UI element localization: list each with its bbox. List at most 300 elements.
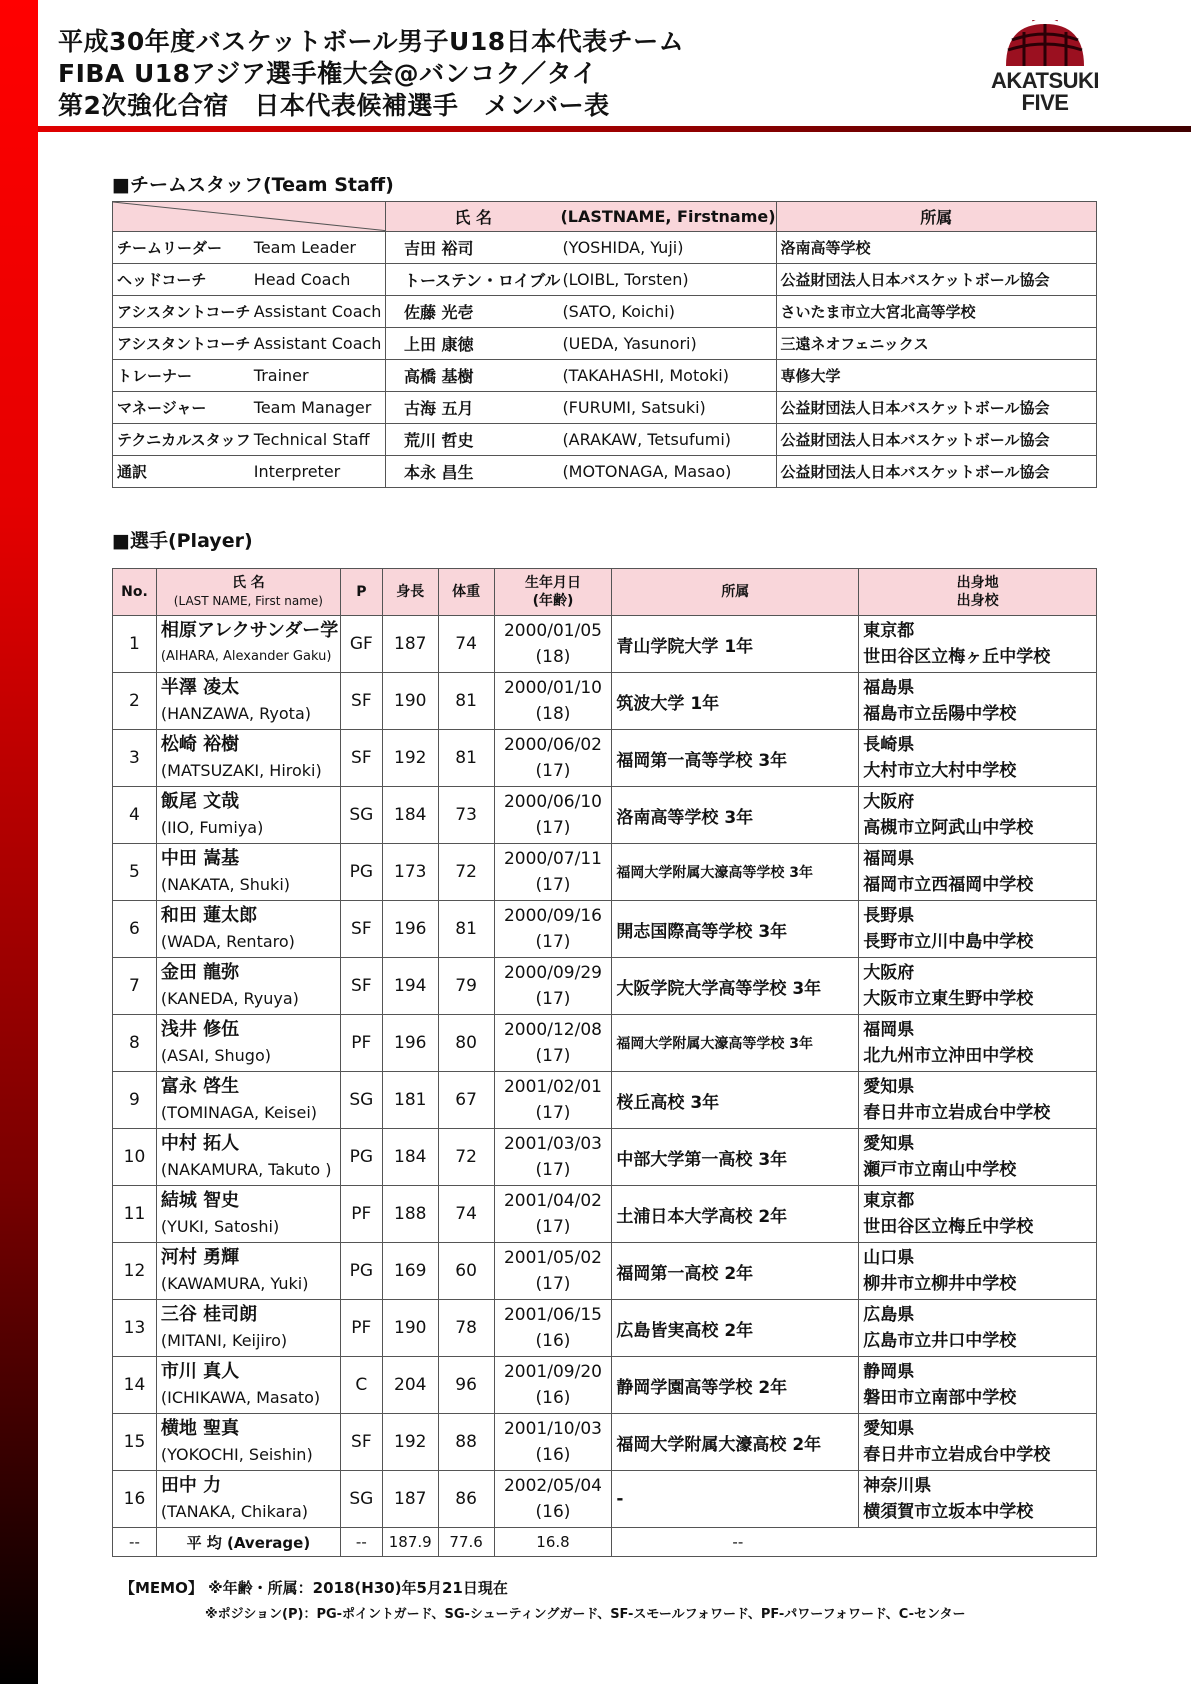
- staff-name-jp: 高橋 基樹: [385, 360, 560, 392]
- player-pos: SG: [340, 787, 382, 844]
- player-name: [156, 1243, 340, 1300]
- player-no: 10: [113, 1129, 157, 1186]
- header-height: 身長: [382, 569, 438, 616]
- player-age: (17): [535, 989, 571, 1009]
- staff-header-name-en: (LASTNAME, Firstname): [560, 202, 776, 232]
- player-affiliation: 福岡大学附属大濠高等学校 3年: [612, 844, 859, 901]
- player-age: (16): [535, 1502, 571, 1522]
- player-weight: 72: [438, 1129, 494, 1186]
- player-hometown: [859, 1414, 1097, 1471]
- staff-row: [113, 456, 1097, 488]
- average-age: 16.8: [494, 1528, 612, 1557]
- player-dob: [494, 1357, 612, 1414]
- staff-role-jp: テクニカルスタッフ: [113, 424, 252, 456]
- player-affiliation: 青山学院大学 1年: [612, 616, 859, 673]
- staff-row: [113, 232, 1097, 264]
- average-label: 平 均 (Average): [156, 1528, 340, 1557]
- player-dob: [494, 1129, 612, 1186]
- player-hometown: [859, 1357, 1097, 1414]
- header-hometown-label: 出身地: [956, 575, 999, 591]
- player-dob-date: 2001/05/02: [503, 1248, 602, 1268]
- player-name: [156, 958, 340, 1015]
- staff-name-en: (FURUMI, Satsuki): [560, 392, 776, 424]
- player-school: 長野市立川中島中学校: [863, 932, 1034, 952]
- player-no: 15: [113, 1414, 157, 1471]
- diagonal-line: [113, 202, 385, 231]
- player-dob-date: 2000/01/10: [503, 678, 602, 698]
- player-pos: SG: [340, 1072, 382, 1129]
- staff-role-en: Assistant Coach: [252, 296, 386, 328]
- staff-header-corner: [113, 202, 386, 232]
- player-school: 高槻市立阿武山中学校: [863, 818, 1034, 838]
- header-name: [156, 569, 340, 616]
- player-pos: PG: [340, 844, 382, 901]
- player-name-jp: 中田 嵩基: [160, 848, 240, 869]
- header-dob-label: 生年月日: [524, 575, 581, 591]
- player-affiliation: 洛南高等学校 3年: [612, 787, 859, 844]
- player-affiliation: 土浦日本大学高校 2年: [612, 1186, 859, 1243]
- staff-name-jp: 吉田 裕司: [385, 232, 560, 264]
- player-weight: 72: [438, 844, 494, 901]
- player-name-en: (TANAKA, Chikara): [160, 1502, 309, 1521]
- player-name: [156, 787, 340, 844]
- player-name-jp: 中村 拓人: [160, 1133, 240, 1154]
- player-age: (17): [535, 1274, 571, 1294]
- player-height: 184: [382, 1129, 438, 1186]
- staff-name-jp: トーステン・ロイブル: [385, 264, 560, 296]
- player-name-en: (YUKI, Satoshi): [160, 1217, 280, 1236]
- player-school: 世田谷区立梅ヶ丘中学校: [863, 647, 1051, 667]
- player-name-en: (TOMINAGA, Keisei): [160, 1103, 318, 1122]
- player-table: [112, 568, 1097, 1557]
- header-weight: 体重: [438, 569, 494, 616]
- player-pos: SF: [340, 901, 382, 958]
- header-dob: [494, 569, 612, 616]
- player-name: [156, 901, 340, 958]
- player-school: 磐田市立南部中学校: [863, 1388, 1017, 1408]
- player-age: (17): [535, 818, 571, 838]
- player-dob: [494, 787, 612, 844]
- player-weight: 78: [438, 1300, 494, 1357]
- player-name-en: (KANEDA, Ryuya): [160, 989, 299, 1008]
- player-row: [113, 1471, 1097, 1528]
- player-name-jp: 飯尾 文哉: [160, 791, 240, 812]
- player-name-en: (NAKATA, Shuki): [160, 875, 290, 894]
- staff-affiliation: 公益財団法人日本バスケットボール協会: [776, 392, 1096, 424]
- player-name-jp: 富永 啓生: [160, 1076, 240, 1097]
- logo-text-line1: AKATSUKI: [990, 68, 1100, 93]
- player-weight: 81: [438, 901, 494, 958]
- player-no: 8: [113, 1015, 157, 1072]
- player-height: 187: [382, 1471, 438, 1528]
- player-dob: [494, 730, 612, 787]
- player-age: (17): [535, 1160, 571, 1180]
- staff-affiliation: 公益財団法人日本バスケットボール協会: [776, 424, 1096, 456]
- player-no: 12: [113, 1243, 157, 1300]
- player-hometown: [859, 958, 1097, 1015]
- player-name-en: (ASAI, Shugo): [160, 1046, 271, 1065]
- player-hometown: [859, 1300, 1097, 1357]
- player-pref: 長野県: [863, 906, 915, 926]
- title-line-1: 平成30年度バスケットボール男子U18日本代表チーム: [58, 27, 685, 56]
- player-no: 11: [113, 1186, 157, 1243]
- player-affiliation: 中部大学第一高校 3年: [612, 1129, 859, 1186]
- player-dob: [494, 1471, 612, 1528]
- document-title: [58, 26, 684, 122]
- player-name-en: (WADA, Rentaro): [160, 932, 295, 951]
- staff-role-en: Assistant Coach: [252, 328, 386, 360]
- staff-name-jp: 古海 五月: [385, 392, 560, 424]
- player-name: [156, 1471, 340, 1528]
- player-row: [113, 1129, 1097, 1186]
- player-name-en: (ICHIKAWA, Masato): [160, 1388, 321, 1407]
- player-name-jp: 結城 智史: [160, 1190, 240, 1211]
- staff-name-en: (TAKAHASHI, Motoki): [560, 360, 776, 392]
- staff-role-en: Interpreter: [252, 456, 386, 488]
- player-dob: [494, 958, 612, 1015]
- player-pref: 神奈川県: [863, 1476, 932, 1496]
- player-dob: [494, 901, 612, 958]
- player-pref: 大阪府: [863, 792, 915, 812]
- player-height: 190: [382, 1300, 438, 1357]
- player-age: (16): [535, 1331, 571, 1351]
- staff-table: [112, 201, 1097, 488]
- player-pref: 東京都: [863, 1191, 915, 1211]
- player-no: 9: [113, 1072, 157, 1129]
- player-no: 2: [113, 673, 157, 730]
- player-name-jp: 和田 蓮太郎: [160, 905, 258, 926]
- staff-role-en: Technical Staff: [252, 424, 386, 456]
- player-pref: 愛知県: [863, 1134, 915, 1154]
- player-school: 春日井市立岩成台中学校: [863, 1103, 1051, 1123]
- player-affiliation: 筑波大学 1年: [612, 673, 859, 730]
- player-weight: 88: [438, 1414, 494, 1471]
- player-age: (17): [535, 761, 571, 781]
- player-pref: 広島県: [863, 1305, 915, 1325]
- player-row: [113, 958, 1097, 1015]
- player-dob: [494, 1186, 612, 1243]
- player-dob-date: 2000/06/02: [503, 735, 602, 755]
- player-school: 瀬戸市立南山中学校: [863, 1160, 1017, 1180]
- average-row: [113, 1528, 1097, 1557]
- player-dob: [494, 1300, 612, 1357]
- player-affiliation: 福岡大学附属大濠高等学校 3年: [612, 1015, 859, 1072]
- player-name: [156, 673, 340, 730]
- player-name-jp: 松崎 裕樹: [160, 734, 240, 755]
- player-name: [156, 1414, 340, 1471]
- player-no: 14: [113, 1357, 157, 1414]
- staff-name-jp: 荒川 哲史: [385, 424, 560, 456]
- staff-role-jp: トレーナー: [113, 360, 252, 392]
- player-school: 柳井市立柳井中学校: [863, 1274, 1017, 1294]
- player-affiliation: 福岡大学附属大濠高校 2年: [612, 1414, 859, 1471]
- player-hometown: [859, 616, 1097, 673]
- logo-text-line2: FIVE: [1021, 90, 1069, 115]
- player-dob-date: 2000/09/16: [503, 906, 602, 926]
- player-age: (17): [535, 1103, 571, 1123]
- player-hometown: [859, 901, 1097, 958]
- player-age: (17): [535, 932, 571, 952]
- title-line-2: FIBA U18アジア選手権大会@バンコク／タイ: [58, 59, 598, 88]
- player-affiliation: -: [612, 1471, 859, 1528]
- player-weight: 79: [438, 958, 494, 1015]
- player-name-en: (HANZAWA, Ryota): [160, 704, 311, 723]
- player-weight: 81: [438, 730, 494, 787]
- player-name-en: (MATSUZAKI, Hiroki): [160, 761, 322, 780]
- player-affiliation: 開志国際高等学校 3年: [612, 901, 859, 958]
- player-school: 福島市立岳陽中学校: [863, 704, 1017, 724]
- player-name: [156, 1357, 340, 1414]
- staff-affiliation: さいたま市立大宮北高等学校: [776, 296, 1096, 328]
- header-affiliation: 所属: [612, 569, 859, 616]
- staff-row: [113, 296, 1097, 328]
- staff-name-en: (LOIBL, Torsten): [560, 264, 776, 296]
- player-height: 190: [382, 673, 438, 730]
- player-name-jp: 横地 聖真: [160, 1418, 240, 1439]
- staff-affiliation: 公益財団法人日本バスケットボール協会: [776, 456, 1096, 488]
- average-weight: 77.6: [438, 1528, 494, 1557]
- player-name-en: (AIHARA, Alexander Gaku): [160, 649, 332, 664]
- title-line-3: 第2次強化合宿 日本代表候補選手 メンバー表: [58, 91, 610, 120]
- header-school-label: 出身校: [956, 593, 999, 609]
- player-name: [156, 730, 340, 787]
- player-row: [113, 1186, 1097, 1243]
- player-name-jp: 半澤 凌太: [160, 677, 240, 698]
- player-school: 大阪市立東生野中学校: [863, 989, 1034, 1009]
- player-header-row: [113, 569, 1097, 616]
- staff-row: [113, 424, 1097, 456]
- player-school: 大村市立大村中学校: [863, 761, 1017, 781]
- player-affiliation: 桜丘高校 3年: [612, 1072, 859, 1129]
- player-pref: 福岡県: [863, 1020, 915, 1040]
- header-age-label: (年齢): [532, 593, 574, 609]
- akatsuki-five-logo: [986, 20, 1104, 116]
- staff-role-jp: アシスタントコーチ: [113, 296, 252, 328]
- player-no: 7: [113, 958, 157, 1015]
- player-age: (16): [535, 1445, 571, 1465]
- staff-row: [113, 264, 1097, 296]
- header-pos: P: [340, 569, 382, 616]
- player-no: 6: [113, 901, 157, 958]
- player-affiliation: 福岡第一高校 2年: [612, 1243, 859, 1300]
- player-hometown: [859, 844, 1097, 901]
- player-no: 5: [113, 844, 157, 901]
- staff-name-jp: 上田 康徳: [385, 328, 560, 360]
- header-rule: [38, 126, 1191, 132]
- player-dob-date: 2001/04/02: [503, 1191, 602, 1211]
- player-row: [113, 1357, 1097, 1414]
- player-weight: 96: [438, 1357, 494, 1414]
- player-height: 196: [382, 1015, 438, 1072]
- player-hometown: [859, 1243, 1097, 1300]
- player-name: [156, 1300, 340, 1357]
- player-name-en: (IIO, Fumiya): [160, 818, 264, 837]
- player-row: [113, 1300, 1097, 1357]
- left-accent-bar: [0, 0, 38, 1684]
- player-school: 福岡市立西福岡中学校: [863, 875, 1034, 895]
- player-row: [113, 730, 1097, 787]
- player-dob-date: 2001/09/20: [503, 1362, 602, 1382]
- player-hometown: [859, 1471, 1097, 1528]
- memo-line-2: ※ポジション(P)：PG-ポイントガード、SG-シューティングガード、SF-スモールフォワード、PF-パワーフォワード、C-センター: [205, 1607, 966, 1622]
- player-dob-date: 2001/03/03: [503, 1134, 602, 1154]
- player-name-en: (NAKAMURA, Takuto ): [160, 1160, 332, 1179]
- player-weight: 86: [438, 1471, 494, 1528]
- player-height: 188: [382, 1186, 438, 1243]
- staff-affiliation: 公益財団法人日本バスケットボール協会: [776, 264, 1096, 296]
- player-dob: [494, 673, 612, 730]
- player-hometown: [859, 730, 1097, 787]
- player-pos: PF: [340, 1300, 382, 1357]
- player-pos: SG: [340, 1471, 382, 1528]
- player-row: [113, 1072, 1097, 1129]
- header-name-en: (LAST NAME, First name): [173, 594, 323, 608]
- player-affiliation: 広島皆実高校 2年: [612, 1300, 859, 1357]
- player-pos: SF: [340, 730, 382, 787]
- player-pos: SF: [340, 958, 382, 1015]
- staff-affiliation: 三遠ネオフェニックス: [776, 328, 1096, 360]
- player-weight: 67: [438, 1072, 494, 1129]
- staff-name-en: (ARAKAW, Tetsufumi): [560, 424, 776, 456]
- player-age: (18): [535, 704, 571, 724]
- player-hometown: [859, 1015, 1097, 1072]
- player-pos: SF: [340, 673, 382, 730]
- player-height: 192: [382, 1414, 438, 1471]
- player-pos: SF: [340, 1414, 382, 1471]
- player-row: [113, 787, 1097, 844]
- player-school: 春日井市立岩成台中学校: [863, 1445, 1051, 1465]
- player-name-en: (KAWAMURA, Yuki): [160, 1274, 309, 1293]
- player-row: [113, 1015, 1097, 1072]
- player-dob-date: 2000/09/29: [503, 963, 602, 983]
- staff-role-en: Team Leader: [252, 232, 386, 264]
- memo-line-1: 【MEMO】 ※年齢・所属：2018(H30)年5月21日現在: [120, 1579, 508, 1597]
- player-height: 194: [382, 958, 438, 1015]
- player-height: 187: [382, 616, 438, 673]
- player-no: 3: [113, 730, 157, 787]
- player-row: [113, 844, 1097, 901]
- player-school: 北九州市立沖田中学校: [863, 1046, 1034, 1066]
- staff-name-en: (UEDA, Yasunori): [560, 328, 776, 360]
- player-pref: 東京都: [863, 621, 915, 641]
- staff-row: [113, 360, 1097, 392]
- player-affiliation: 大阪学院大学高等学校 3年: [612, 958, 859, 1015]
- staff-role-jp: マネージャー: [113, 392, 252, 424]
- player-no: 13: [113, 1300, 157, 1357]
- staff-affiliation: 専修大学: [776, 360, 1096, 392]
- player-weight: 74: [438, 616, 494, 673]
- player-dob-date: 2000/07/11: [503, 849, 602, 869]
- player-dob-date: 2001/02/01: [503, 1077, 602, 1097]
- player-name: [156, 1129, 340, 1186]
- player-hometown: [859, 673, 1097, 730]
- average-height: 187.9: [382, 1528, 438, 1557]
- staff-role-en: Team Manager: [252, 392, 386, 424]
- staff-header-name-jp: 氏 名: [385, 202, 560, 232]
- staff-name-jp: 佐藤 光壱: [385, 296, 560, 328]
- player-dob: [494, 1414, 612, 1471]
- player-hometown: [859, 787, 1097, 844]
- player-pos: PF: [340, 1015, 382, 1072]
- player-pref: 長崎県: [863, 735, 915, 755]
- player-school: 世田谷区立梅丘中学校: [863, 1217, 1034, 1237]
- player-weight: 60: [438, 1243, 494, 1300]
- player-dob: [494, 844, 612, 901]
- player-school: 広島市立井口中学校: [863, 1331, 1017, 1351]
- staff-name-en: (YOSHIDA, Yuji): [560, 232, 776, 264]
- player-dob-date: 2000/12/08: [503, 1020, 602, 1040]
- player-weight: 80: [438, 1015, 494, 1072]
- player-dob: [494, 1015, 612, 1072]
- player-height: 181: [382, 1072, 438, 1129]
- staff-role-en: Head Coach: [252, 264, 386, 296]
- player-weight: 74: [438, 1186, 494, 1243]
- staff-header-row: [113, 202, 1097, 232]
- player-dob: [494, 616, 612, 673]
- header-no: No.: [113, 569, 157, 616]
- player-height: 196: [382, 901, 438, 958]
- player-row: [113, 616, 1097, 673]
- player-pos: GF: [340, 616, 382, 673]
- staff-affiliation: 洛南高等学校: [776, 232, 1096, 264]
- player-affiliation: 福岡第一高等学校 3年: [612, 730, 859, 787]
- player-age: (17): [535, 1217, 571, 1237]
- staff-row: [113, 392, 1097, 424]
- player-weight: 81: [438, 673, 494, 730]
- player-hometown: [859, 1129, 1097, 1186]
- header-hometown: [859, 569, 1097, 616]
- player-pref: 静岡県: [863, 1362, 915, 1382]
- player-dob: [494, 1072, 612, 1129]
- player-hometown: [859, 1186, 1097, 1243]
- player-dob-date: 2002/05/04: [503, 1476, 602, 1496]
- staff-role-jp: アシスタントコーチ: [113, 328, 252, 360]
- player-affiliation: 静岡学園高等学校 2年: [612, 1357, 859, 1414]
- staff-name-en: (MOTONAGA, Masao): [560, 456, 776, 488]
- average-affiliation: --: [612, 1528, 1097, 1557]
- player-name-jp: 三谷 桂司朗: [160, 1304, 258, 1325]
- player-name-en: (YOKOCHI, Seishin): [160, 1445, 313, 1464]
- player-pref: 山口県: [863, 1248, 915, 1268]
- staff-role-jp: 通訳: [113, 456, 252, 488]
- player-name-jp: 浅井 修伍: [160, 1019, 240, 1040]
- player-height: 173: [382, 844, 438, 901]
- player-pos: PG: [340, 1243, 382, 1300]
- player-dob-date: 2001/10/03: [503, 1419, 602, 1439]
- average-pos: --: [340, 1528, 382, 1557]
- player-name-jp: 河村 勇輝: [160, 1247, 240, 1268]
- staff-name-jp: 本永 昌生: [385, 456, 560, 488]
- player-name: [156, 1072, 340, 1129]
- player-height: 204: [382, 1357, 438, 1414]
- header-name-jp: 氏 名: [231, 575, 265, 591]
- staff-row: [113, 328, 1097, 360]
- staff-section-title: ■チームスタッフ(Team Staff): [112, 174, 394, 196]
- player-row: [113, 1414, 1097, 1471]
- player-pref: 福岡県: [863, 849, 915, 869]
- player-section-title: ■選手(Player): [112, 530, 253, 552]
- player-age: (18): [535, 647, 571, 667]
- player-school: 横須賀市立坂本中学校: [863, 1502, 1034, 1522]
- player-name: [156, 616, 340, 673]
- player-age: (17): [535, 1046, 571, 1066]
- staff-header-affiliation: 所属: [776, 202, 1096, 232]
- player-height: 184: [382, 787, 438, 844]
- player-pref: 愛知県: [863, 1077, 915, 1097]
- player-name-en: (MITANI, Keijiro): [160, 1331, 288, 1350]
- player-name-jp: 田中 力: [160, 1475, 222, 1496]
- player-pref: 愛知県: [863, 1419, 915, 1439]
